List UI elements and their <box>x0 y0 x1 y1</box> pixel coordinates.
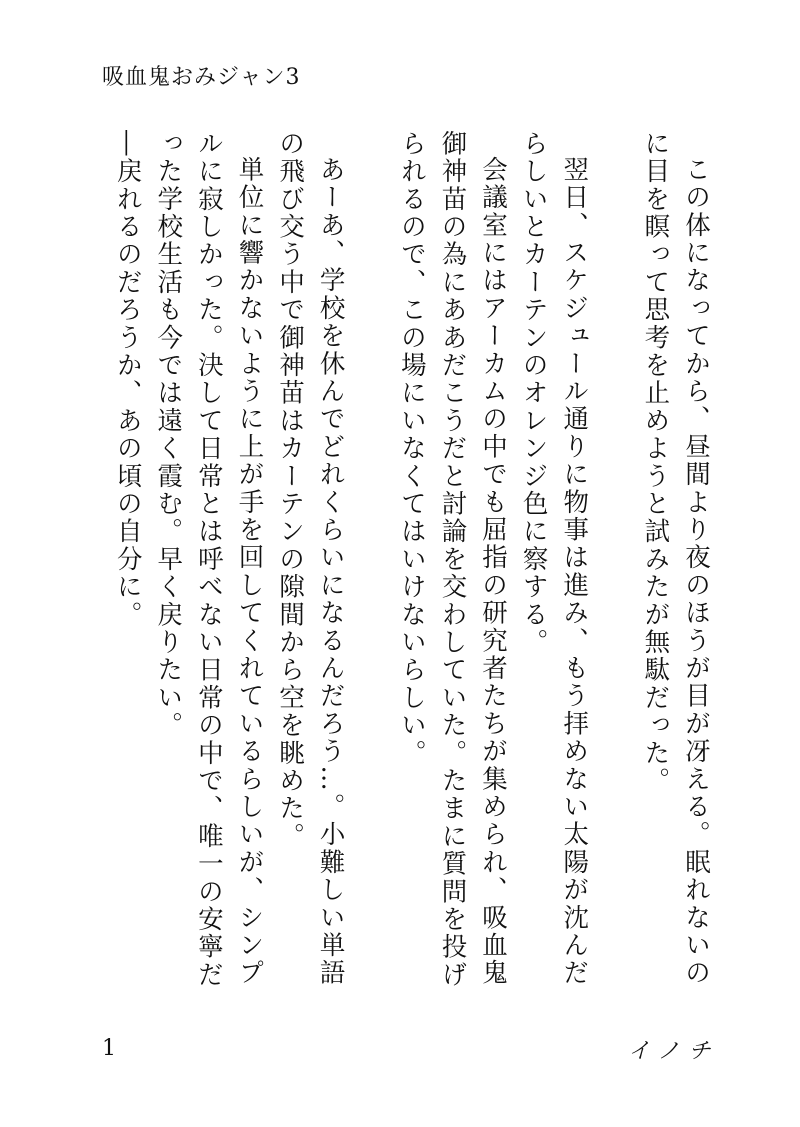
paragraph-3: 会議室にはアーカムの中でも屈指の研究者たちが集められ、吸血鬼御神苗の為にああだこうだと討論を交わしていた。たまに質問を投げられるので、この場にいなくてはいけないらしい。 <box>396 130 509 989</box>
author-name: イノチ <box>628 1039 720 1064</box>
paragraph-4: あーあ、学校を休んでどれくらいになるんだろう…。小難しい単語の飛び交う中で御神苗はカーテンの隙間から空を眺めた。 <box>275 130 346 987</box>
paragraph-1: この体になってから、昼間より夜のほうが目が冴える。眠れないのに目を瞑って思考を止めようと試みたが無駄だった。 <box>640 130 711 987</box>
paragraph-5: 単位に響かないように上が手を回してくれているらしいが、シンプルに寂しかった。決して日常とは呼べない日常の中で、唯一の安寧だった学校生活も今では遠く霞む。早く戻りたい。 <box>153 130 265 989</box>
blank-line-1 <box>594 130 635 1010</box>
page-number: 1 <box>102 1036 116 1061</box>
body-text <box>108 130 716 1010</box>
paragraph-2: 翌日、スケジュール通りに物事は進み、もう拝めない太陽が沈んだらしいとカーテンのオレンジ色に察する。 <box>518 130 590 987</box>
blank-line-2 <box>351 130 392 1010</box>
page-header-title: 吸血鬼おみジャン3 <box>102 65 301 90</box>
paragraph-6: ―戻れるのだろうか、あの頃の自分に。 <box>112 130 143 629</box>
